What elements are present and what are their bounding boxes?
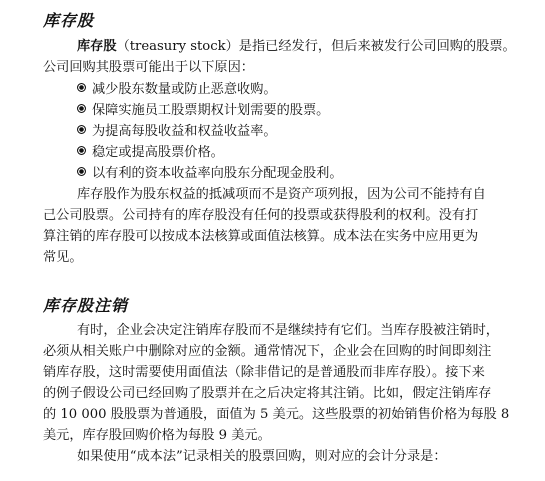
bullet-icon [77, 83, 86, 92]
paragraph-line: 库存股作为股东权益的抵减项而不是资产项列报，因为公司不能持有自 [77, 187, 486, 202]
bullet-item [77, 164, 343, 184]
paragraph-line: 必须从相关账户中删除对应的金额。通常情况下，企业会在回购的时间即刻注 [43, 344, 492, 359]
bullet-text: 为提高每股收益和权益收益率。 [92, 124, 277, 139]
paragraph-line: 己公司股票。公司持有的库存股没有任何的投票或获得股利的权利。没有打 [43, 208, 479, 223]
bullet-text: 稳定或提高股票价格。 [92, 145, 224, 160]
intro-rest: （treasury stock）是指已经发行，但后来被发行公司回购的股票。 [116, 39, 516, 54]
bullet-icon [77, 125, 86, 134]
bullet-icon [77, 146, 86, 155]
paragraph-line: 美元，库存股回购价格为每股 9 美元。 [43, 428, 271, 443]
paragraph-line: 的 10 000 股股票为普通股，面值为 5 美元。这些股票的初始销售价格为每股 8 [43, 407, 510, 422]
bullet-text: 以有利的资本收益率向股东分配现金股利。 [92, 166, 343, 181]
bullet-icon [77, 104, 86, 113]
paragraph-line: 有时，企业会决定注销库存股而不是继续持有它们。当库存股被注销时， [77, 323, 499, 338]
intro-term: 库存股 [77, 39, 117, 54]
bullet-item [77, 80, 277, 100]
paragraph-line: 算注销的库存股可以按成本法核算或面值法核算。成本法在实务中应用更为 [43, 229, 479, 244]
bullet-item [77, 122, 277, 142]
bullet-item [77, 101, 329, 121]
intro-line [77, 37, 516, 57]
bullet-text: 保障实施员工股票期权计划需要的股票。 [92, 103, 330, 118]
paragraph-line: 常见。 [43, 250, 83, 265]
bullet-item [77, 143, 224, 163]
bullet-text: 减少股东数量或防止恶意收购。 [92, 82, 277, 97]
paragraph-line: 销库存股，这时需要使用面值法（除非借记的是普通股而非库存股）。接下来 [43, 365, 485, 380]
paragraph-line: 如果使用“成本法”记录相关的股票回购，则对应的会计分录是： [77, 449, 447, 464]
section-heading-treasury-stock: 库存股 [43, 11, 95, 30]
section-heading-treasury-stock-retirement: 库存股注销 [43, 296, 129, 315]
bullet-icon [77, 167, 86, 176]
paragraph-line: 的例子假设公司已经回购了股票并在之后决定将其注销。比如，假定注销库存 [43, 386, 492, 401]
intro-continuation: 公司回购其股票可能出于以下原因： [43, 60, 254, 75]
